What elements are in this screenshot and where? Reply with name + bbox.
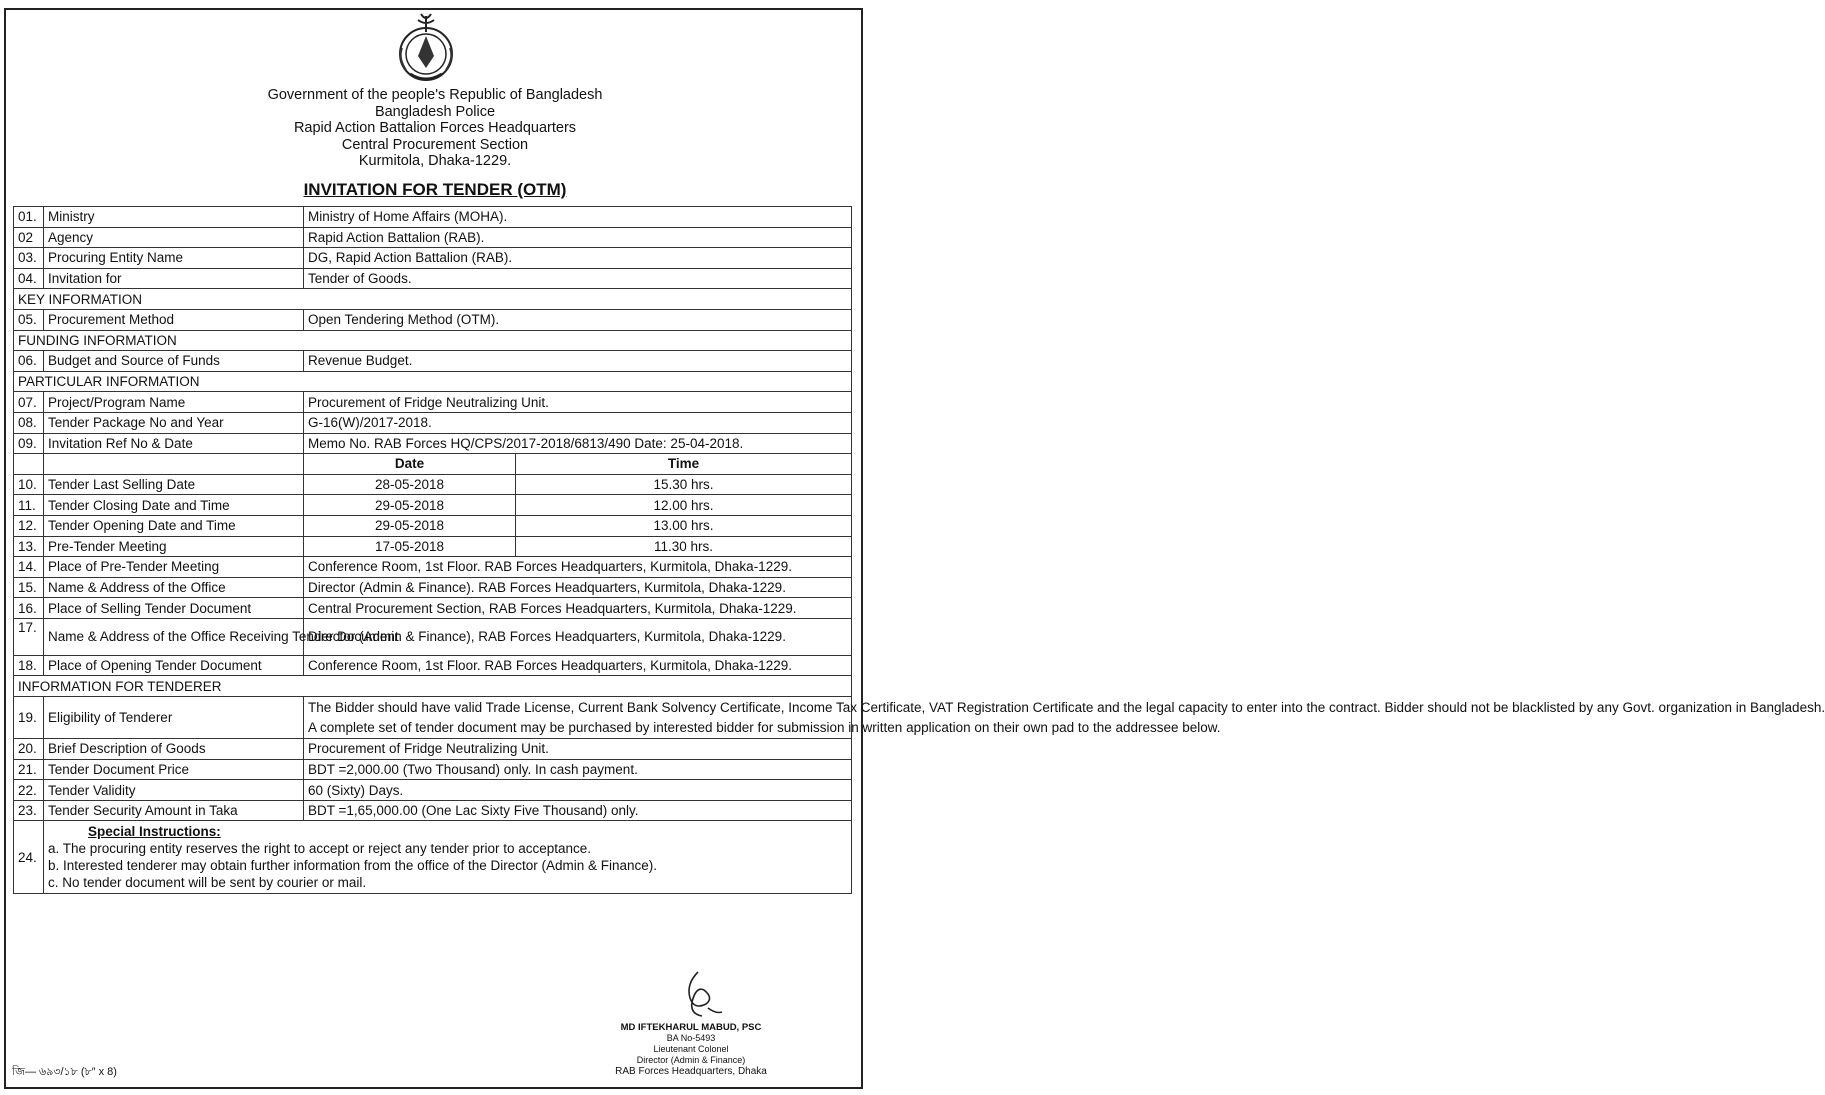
signatory-name: MD IFTEKHARUL MABUD, PSC — [620, 1022, 762, 1033]
row-number: 22. — [14, 780, 44, 801]
signature-block — [606, 1022, 776, 1077]
eligibility-paragraph: The Bidder should have valid Trade License, Current Bank Solvency Certificate, Income Tax Certificate, VAT Registration Certificate and the legal capacity to enter into the contract. Bidder should not be blacklisted by any Govt. organization in Bangladesh. — [308, 700, 1825, 716]
row-date: 29-05-2018 — [304, 495, 516, 516]
table-row — [14, 557, 852, 578]
row-number: 01. — [14, 207, 44, 228]
row-label: Tender Closing Date and Time — [44, 495, 304, 516]
table-row — [14, 433, 852, 454]
table-row — [14, 598, 852, 619]
row-label: Ministry — [44, 207, 304, 228]
row-label: Place of Pre-Tender Meeting — [44, 557, 304, 578]
signatory-rank: Lieutenant Colonel — [653, 1044, 729, 1054]
table-row — [14, 309, 852, 330]
row-number: 06. — [14, 351, 44, 372]
empty-cell — [44, 454, 304, 475]
tender-table — [13, 206, 1825, 894]
row-number: 19. — [14, 697, 44, 739]
row-number: 18. — [14, 655, 44, 676]
section-row — [14, 330, 852, 351]
date-column-header: Date — [304, 454, 516, 475]
row-time: 13.00 hrs. — [516, 515, 852, 536]
table-row — [14, 780, 852, 801]
table-row — [14, 800, 852, 821]
row-value: Revenue Budget. — [304, 351, 852, 372]
row-label: Name & Address of the Office Receiving Tender Document — [44, 618, 304, 655]
row-label: Tender Last Selling Date — [44, 474, 304, 495]
row-number: 10. — [14, 474, 44, 495]
section-heading: PARTICULAR INFORMATION — [14, 371, 852, 392]
row-value: Memo No. RAB Forces HQ/CPS/2017-2018/6813/490 Date: 25-04-2018. — [304, 433, 852, 454]
row-label: Tender Opening Date and Time — [44, 515, 304, 536]
row-label: Tender Document Price — [44, 759, 304, 780]
row-number: 24. — [14, 821, 44, 894]
signatory-ba-number: BA No-5493 — [666, 1033, 716, 1043]
row-number: 08. — [14, 412, 44, 433]
row-time: 12.00 hrs. — [516, 495, 852, 516]
empty-cell — [14, 454, 44, 475]
row-value: Procurement of Fridge Neutralizing Unit. — [304, 392, 852, 413]
row-label: Place of Opening Tender Document — [44, 655, 304, 676]
table-row — [14, 536, 852, 557]
handwritten-signature-icon — [668, 968, 728, 1022]
table-row — [14, 577, 852, 598]
signatory-designation: Director (Admin & Finance) — [636, 1055, 746, 1065]
table-row — [14, 412, 852, 433]
special-instructions-title: Special Instructions: — [88, 824, 221, 840]
row-value: Director (Admin & Finance). RAB Forces Headquarters, Kurmitola, Dhaka-1229. — [304, 577, 852, 598]
footnote-code: জি— ৬৯৩/১৮ (৮″ x 8) — [12, 1066, 117, 1078]
row-label: Brief Description of Goods — [44, 739, 304, 760]
row-label: Procurement Method — [44, 309, 304, 330]
row-value: G-16(W)/2017-2018. — [304, 412, 852, 433]
table-row — [14, 248, 852, 269]
date-time-header-row — [14, 454, 852, 475]
row-number: 03. — [14, 248, 44, 269]
table-row — [14, 655, 852, 676]
row-value: BDT =1,65,000.00 (One Lac Sixty Five Thousand) only. — [304, 800, 852, 821]
row-time: 11.30 hrs. — [516, 536, 852, 557]
row-number: 04. — [14, 268, 44, 289]
section-heading: INFORMATION FOR TENDERER — [14, 676, 852, 697]
table-row — [14, 739, 852, 760]
table-row — [14, 351, 852, 372]
row-number: 15. — [14, 577, 44, 598]
row-value: DG, Rapid Action Battalion (RAB). — [304, 248, 852, 269]
section-row — [14, 676, 852, 697]
row-number: 21. — [14, 759, 44, 780]
row-label: Agency — [44, 227, 304, 248]
row-date: 17-05-2018 — [304, 536, 516, 557]
header-line: Rapid Action Battalion Forces Headquarters — [293, 120, 577, 136]
row-label: Budget and Source of Funds — [44, 351, 304, 372]
row-date: 29-05-2018 — [304, 515, 516, 536]
header-line: Central Procurement Section — [341, 136, 529, 153]
row-number: 17. — [14, 618, 44, 655]
eligibility-text — [304, 697, 1825, 739]
row-number: 14. — [14, 557, 44, 578]
header-line: Kurmitola, Dhaka-1229. — [358, 153, 512, 169]
row-time: 15.30 hrs. — [516, 474, 852, 495]
instruction-item: c. No tender document will be sent by courier or mail. — [48, 875, 367, 891]
header-line: Government of the people's Republic of Bangladesh — [267, 87, 603, 103]
section-row — [14, 371, 852, 392]
row-label: Place of Selling Tender Document — [44, 598, 304, 619]
row-value: Procurement of Fridge Neutralizing Unit. — [304, 739, 852, 760]
row-value: Rapid Action Battalion (RAB). — [304, 227, 852, 248]
row-number: 16. — [14, 598, 44, 619]
row-label: Eligibility of Tenderer — [44, 697, 304, 739]
row-label: Invitation for — [44, 268, 304, 289]
section-heading: KEY INFORMATION — [14, 289, 852, 310]
row-label: Procuring Entity Name — [44, 248, 304, 269]
row-value: Director (Admin & Finance), RAB Forces Headquarters, Kurmitola, Dhaka-1229. — [304, 618, 852, 655]
police-emblem-icon — [388, 12, 464, 88]
instruction-item: a. The procuring entity reserves the right to accept or reject any tender prior to acceptance. — [48, 841, 592, 857]
row-label: Pre-Tender Meeting — [44, 536, 304, 557]
table-row — [14, 759, 852, 780]
row-number: 02 — [14, 227, 44, 248]
row-value: BDT =2,000.00 (Two Thousand) only. In cash payment. — [304, 759, 852, 780]
row-label: Tender Package No and Year — [44, 412, 304, 433]
row-value: Central Procurement Section, RAB Forces Headquarters, Kurmitola, Dhaka-1229. — [304, 598, 852, 619]
row-label: Tender Validity — [44, 780, 304, 801]
row-value: Open Tendering Method (OTM). — [304, 309, 852, 330]
row-number: 09. — [14, 433, 44, 454]
row-label: Name & Address of the Office — [44, 577, 304, 598]
signatory-office: RAB Forces Headquarters, Dhaka — [615, 1066, 767, 1077]
row-label: Project/Program Name — [44, 392, 304, 413]
row-value: Conference Room, 1st Floor. RAB Forces Headquarters, Kurmitola, Dhaka-1229. — [304, 557, 852, 578]
table-row — [14, 392, 852, 413]
table-row — [14, 268, 852, 289]
row-date: 28-05-2018 — [304, 474, 516, 495]
row-label: Invitation Ref No & Date — [44, 433, 304, 454]
instruction-item: b. Interested tenderer may obtain further information from the office of the Director (Admin & Finance). — [48, 858, 658, 874]
table-row — [14, 618, 852, 655]
special-instructions-row — [14, 821, 852, 894]
special-instructions — [44, 821, 852, 894]
document-title: INVITATION FOR TENDER (OTM) — [303, 180, 567, 199]
table-row — [14, 495, 852, 516]
table-row — [14, 207, 852, 228]
table-row — [14, 697, 852, 739]
row-value: Conference Room, 1st Floor. RAB Forces Headquarters, Kurmitola, Dhaka-1229. — [304, 655, 852, 676]
document-header — [0, 87, 870, 170]
row-number: 12. — [14, 515, 44, 536]
row-number: 05. — [14, 309, 44, 330]
table-row — [14, 474, 852, 495]
table-row — [14, 227, 852, 248]
row-number: 11. — [14, 495, 44, 516]
eligibility-paragraph: A complete set of tender document may be purchased by interested bidder for submission in written application on their own pad to the addressee below. — [308, 719, 1221, 735]
row-number: 07. — [14, 392, 44, 413]
section-row — [14, 289, 852, 310]
row-label: Tender Security Amount in Taka — [44, 800, 304, 821]
header-line: Bangladesh Police — [374, 103, 496, 120]
section-heading: FUNDING INFORMATION — [14, 330, 852, 351]
row-value: 60 (Sixty) Days. — [304, 780, 852, 801]
row-number: 23. — [14, 800, 44, 821]
row-value: Ministry of Home Affairs (MOHA). — [304, 207, 852, 228]
row-number: 13. — [14, 536, 44, 557]
time-column-header: Time — [516, 454, 852, 475]
table-row — [14, 515, 852, 536]
row-number: 20. — [14, 739, 44, 760]
row-value: Tender of Goods. — [304, 268, 852, 289]
